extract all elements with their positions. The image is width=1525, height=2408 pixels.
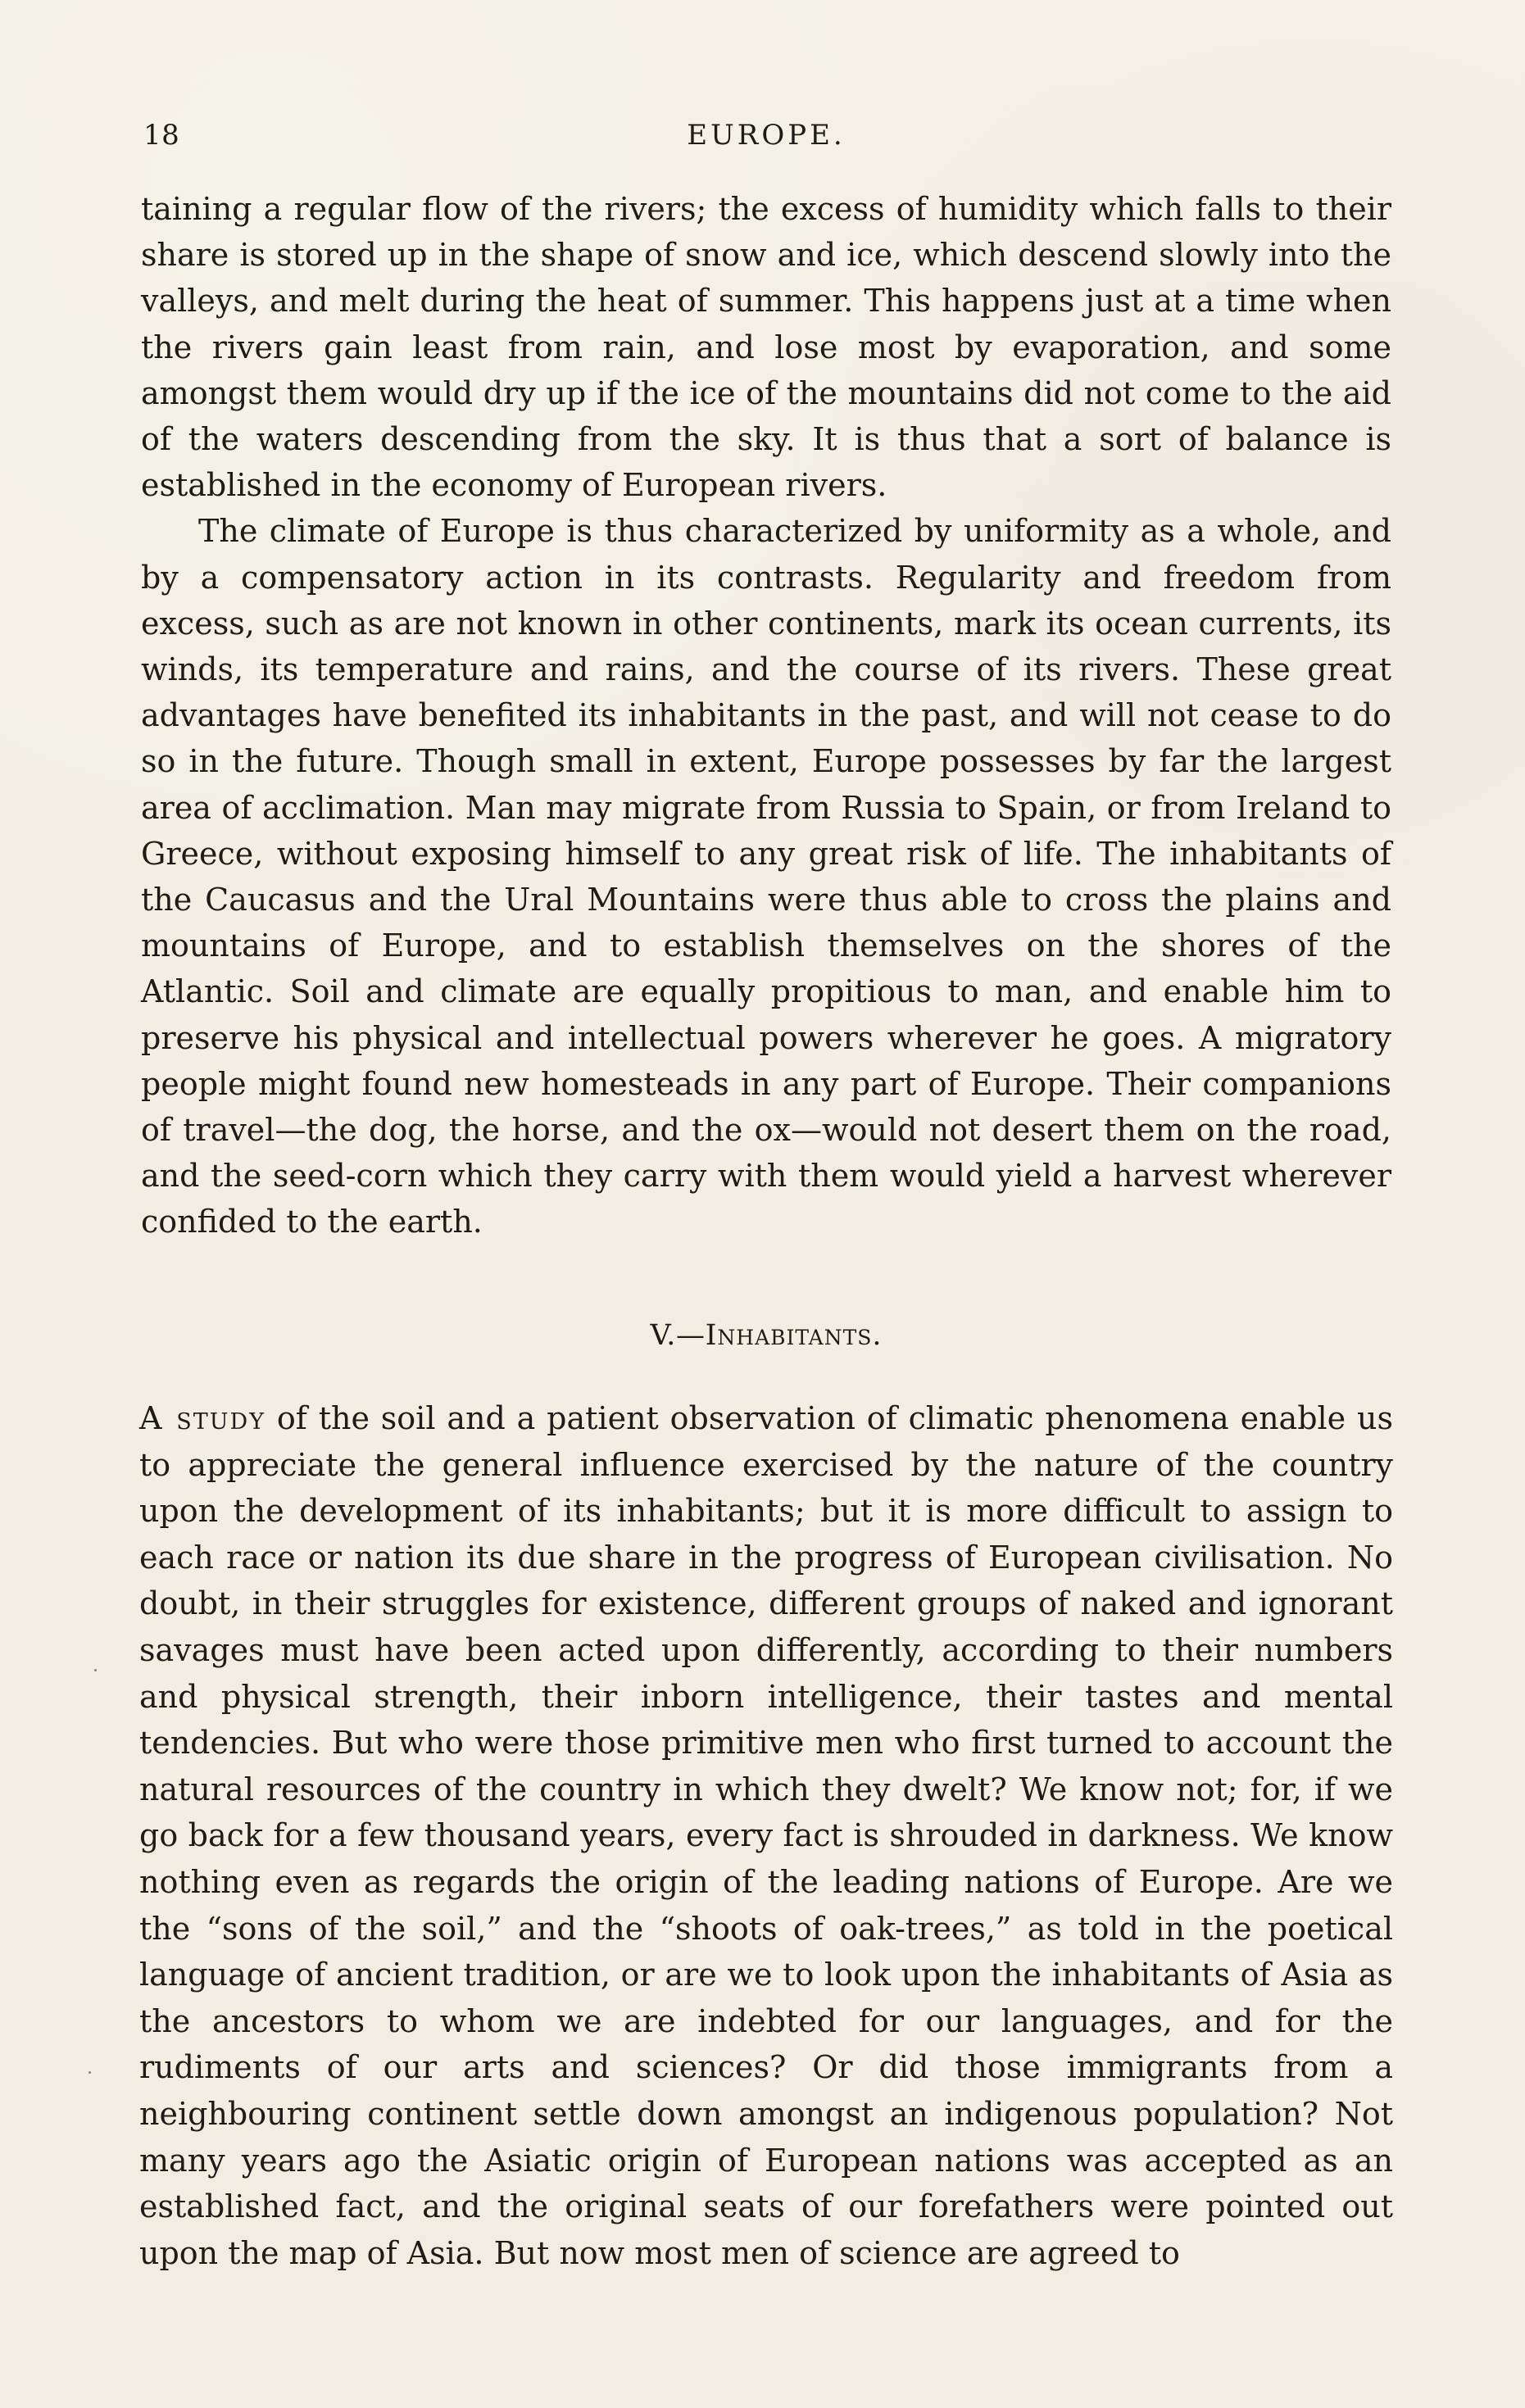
- lead-word: A study: [139, 1400, 266, 1436]
- section-heading: [141, 1319, 1391, 1352]
- inhabitants-section-text: [139, 1395, 1393, 2276]
- page-header: [143, 119, 1389, 160]
- inhabitants-paragraph-text: of the soil and a patient observation of climatic phenomena enable us to appreciate the general influence exercised by the nature of the country upon the development of its inhabitants; but it is more difficult to assign to each race or nation its due share in the progress of European civilisation. No doubt, in their struggles for existence, different groups of naked and ignorant savages must have been acted upon differently, according to their numbers and physical strength, their inborn intelligence, their tastes and mental tendencies. But who were those primitive men who first turned to account the natural resources of the country in which they dwelt? We know not; for, if we go back for a few thousand years, every fact is shrouded in darkness. We know nothing even as regards the origin of the leading nations of Europe. Are we the “sons of the soil,” and the “shoots of oak-trees,” as told in the poetical language of ancient tradition, or are we to look upon the inhabitants of Asia as the ancestors to whom we are indebted for our languages, and for the rudiments of our arts and sciences? Or did those immigrants from a neighbouring continent settle down amongst an indigenous population? Not many years ago the Asiatic origin of European nations was accepted as an established fact, and the original seats of our forefathers were pointed out upon the map of Asia. But now most men of science are agreed to: [139, 1400, 1393, 2271]
- print-mark: [94, 1669, 97, 1671]
- running-title: EUROPE.: [687, 119, 846, 152]
- section-title: Inhabitants.: [705, 1319, 883, 1352]
- print-mark: [89, 2071, 91, 2074]
- page-number: 18: [143, 119, 180, 152]
- continued-paragraph: taining a regular flow of the rivers; the excess of humidity which falls to their share is stored up in the shape of snow and ice, which descend slowly into the valleys, and melt during the heat of summer. This happens just at a time when the rivers gain least from rain, and lose most by evaporation, and some amongst them would dry up if the ice of the mountains did not come to the aid of the waters descending from the sky. It is thus that a sort of balance is established in the economy of European rivers.: [141, 191, 1391, 504]
- climate-paragraph: The climate of Europe is thus characterized by uniformity as a whole, and by a compensatory action in its contrasts. Regularity and freedom from excess, such as are not known in other continents, mark its ocean currents, its winds, its temperature and rains, and the course of its rivers. These great advantages have benefited its inhabitants in the past, and will not cease to do so in the future. Though small in extent, Europe possesses by far the largest area of acclimation. Man may migrate from Russia to Spain, or from Ireland to Greece, without exposing himself to any great risk of life. The inhabitants of the Caucasus and the Ural Mountains were thus able to cross the plains and mountains of Europe, and to establish themselves on the shores of the Atlantic. Soil and climate are equally propitious to man, and enable him to preserve his physical and intellectual powers wherever he goes. A migratory people might found new homesteads in any part of Europe. Their companions of travel—the dog, the horse, and the ox—would not desert them on the road, and the seed-corn which they carry with them would yield a harvest wherever confided to the earth.: [141, 513, 1391, 1240]
- inhabitants-paragraph: [139, 1395, 1393, 2276]
- climate-section-text: [141, 186, 1391, 1245]
- section-number: V.—: [650, 1319, 706, 1352]
